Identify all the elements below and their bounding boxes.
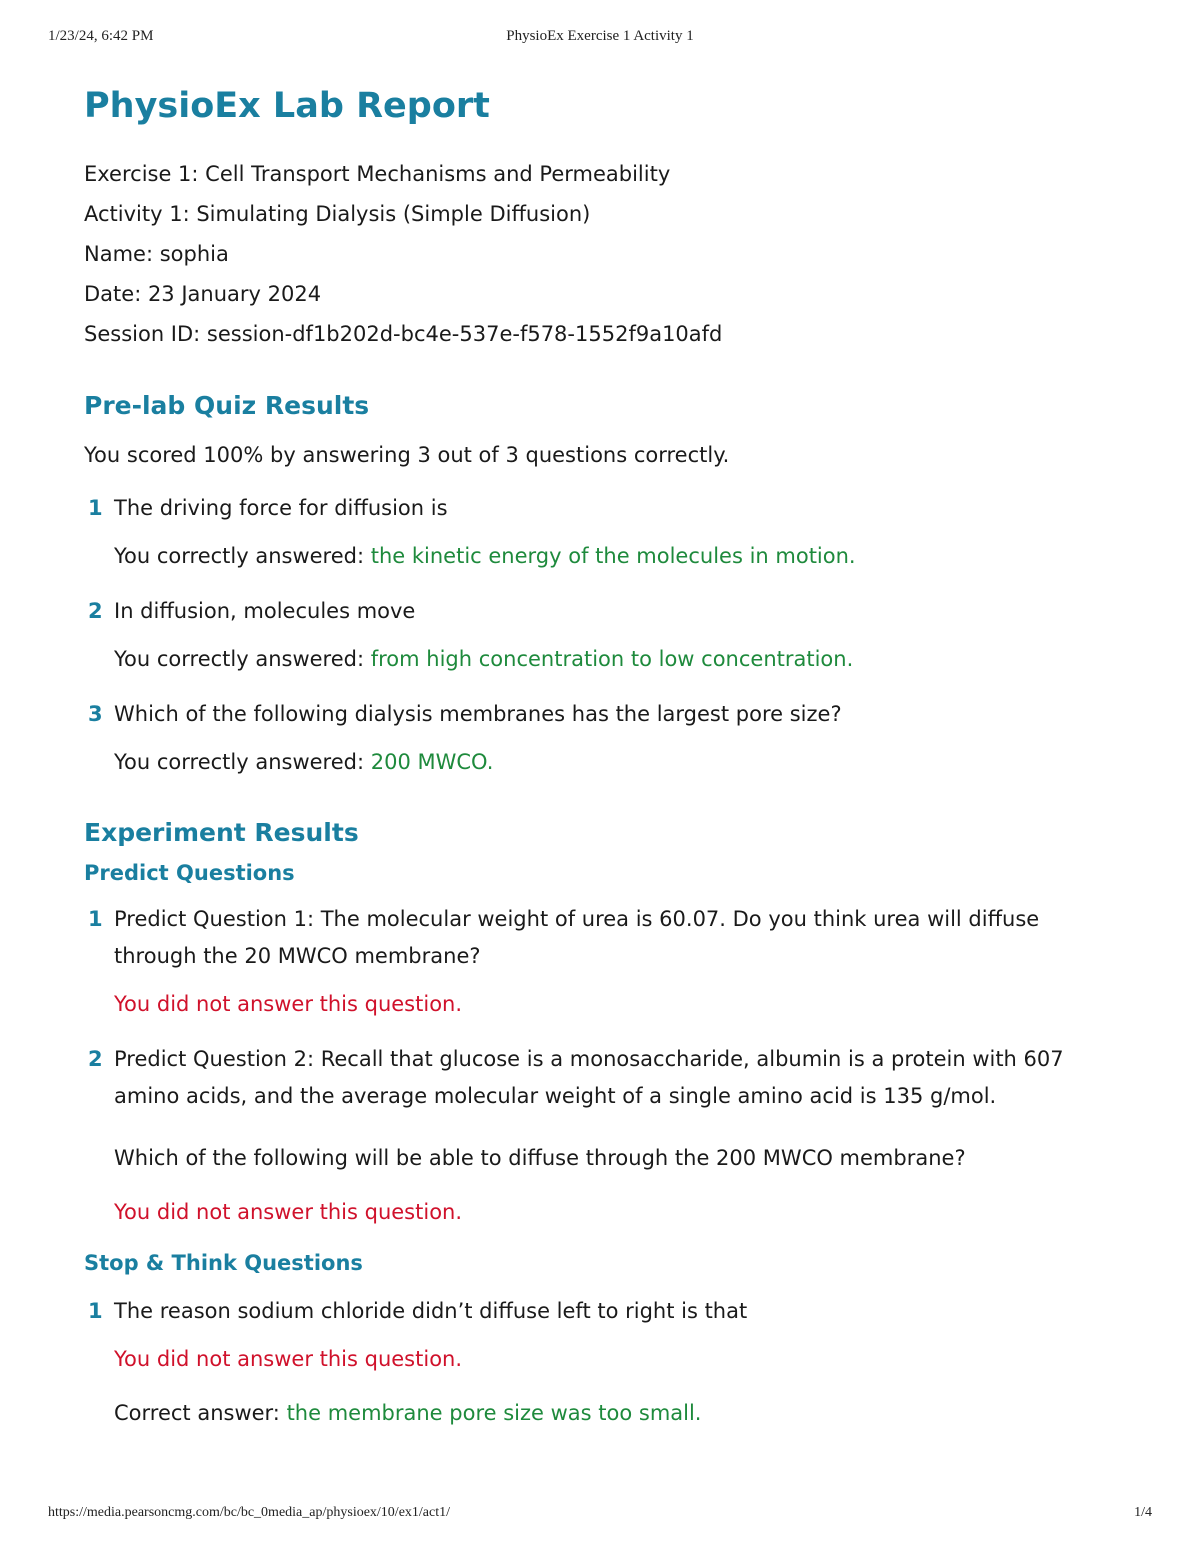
predict-question [84,1041,1124,1227]
question-text-row [84,1293,1124,1330]
not-answered-text: You did not answer this question. [114,1200,463,1224]
activity-line: Activity 1: Simulating Dialysis (Simple Diffusion) [84,202,591,226]
not-answered-text: You did not answer this question. [114,992,463,1016]
not-answered-text: You did not answer this question. [114,1347,463,1371]
question-number: 1 [88,496,103,520]
name-line: Name: sophia [84,242,229,266]
question-number: 1 [88,1299,103,1323]
lab-report [84,84,1124,1428]
correct-answer: 200 MWCO. [370,750,494,774]
answer-prefix: You correctly answered: [114,647,371,671]
question-text: Which of the following dialysis membranes has the largest pore size? [114,702,842,726]
stop-think-heading: Stop & Think Questions [84,1251,363,1275]
print-footer [48,1505,1152,1525]
prelab-score: You scored 100% by answering 3 out of 3 questions correctly. [84,443,730,467]
answer-prefix: You correctly answered: [114,544,371,568]
correct-answer: the kinetic energy of the molecules in motion. [370,544,856,568]
date-line: Date: 23 January 2024 [84,282,322,306]
print-title: PhysioEx Exercise 1 Activity 1 [506,28,694,44]
question-text: The reason sodium chloride didn’t diffuse left to right is that [114,1299,748,1323]
correct-answer-row [84,1398,1124,1428]
prelab-heading: Pre-lab Quiz Results [84,391,370,420]
question-text: In diffusion, molecules move [114,599,416,623]
question-text: Predict Question 1: The molecular weight of urea is 60.07. Do you think urea will diffuse through the 20 MWCO membrane? [114,907,1040,968]
question-number: 1 [88,907,103,931]
answer-row [84,541,1124,571]
report-meta [84,154,1124,354]
predict-heading: Predict Questions [84,861,295,885]
question-text-row [84,696,1124,733]
answer-row [84,644,1124,674]
question-number: 3 [88,702,103,726]
prelab-question [84,593,1124,674]
page-url: https://media.pearsoncmg.com/bc/bc_0media_ap/physioex/10/ex1/act1/ [48,1505,451,1520]
prelab-question [84,696,1124,777]
correct-answer-prefix: Correct answer: [114,1401,287,1425]
exercise-line: Exercise 1: Cell Transport Mechanisms and Permeability [84,162,671,186]
page-number: 1/4 [1134,1505,1152,1520]
stop-think-question [84,1293,1124,1428]
question-text: Predict Question 2: Recall that glucose is a monosaccharide, albumin is a protein with 607 amino acids, and the average molecular weight of a single amino acid is 135 g/mol. [114,1047,1064,1108]
report-title: PhysioEx Lab Report [84,86,490,126]
question-number: 2 [88,599,103,623]
answer-row [84,747,1124,777]
session-line: Session ID: session-df1b202d-bc4e-537e-f578-1552f9a10afd [84,322,723,346]
print-header [48,28,1152,50]
question-followup: Which of the following will be able to diffuse through the 200 MWCO membrane? [114,1146,966,1170]
question-text-row [84,593,1124,630]
question-number: 2 [88,1047,103,1071]
answer-prefix: You correctly answered: [114,750,371,774]
print-datetime: 1/23/24, 6:42 PM [48,28,154,44]
question-text: The driving force for diffusion is [114,496,448,520]
question-text-row [84,901,1124,975]
question-text-row [84,490,1124,527]
prelab-question [84,490,1124,571]
correct-answer: the membrane pore size was too small. [286,1401,702,1425]
experiment-heading: Experiment Results [84,818,359,847]
question-text-row [84,1041,1124,1115]
correct-answer: from high concentration to low concentration. [370,647,854,671]
predict-question [84,901,1124,1019]
